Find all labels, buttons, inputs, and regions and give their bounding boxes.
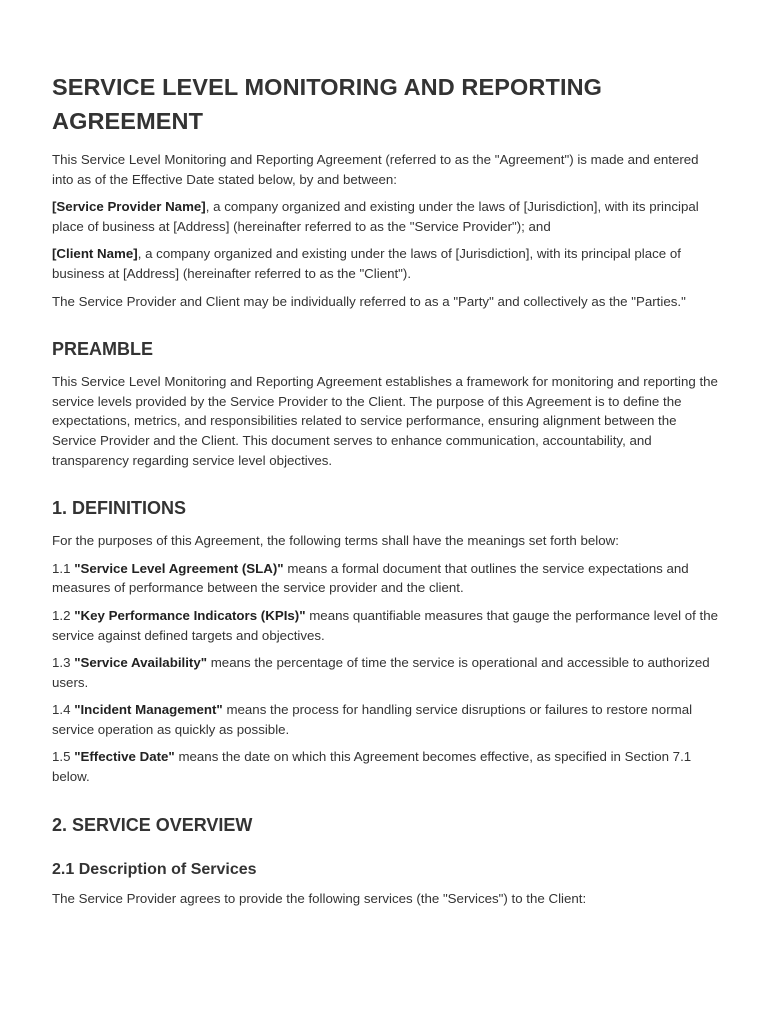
description-of-services-heading: 2.1 Description of Services [52,860,257,878]
client-paragraph [52,244,720,283]
definition-term: "Key Performance Indicators (KPIs)" [74,607,306,623]
definition-text: means the process for handling service disruptions or failures to restore normal service operation as quickly as possible. [52,702,693,737]
definition-item [52,747,720,786]
definition-number: 1.1 [52,560,75,576]
definition-item [52,653,720,692]
definition-text: means the date on which this Agreement becomes effective, as specified in Section 7.1 below. [52,749,692,785]
definition-text: means a formal document that outlines the service expectations and measures of performance between the service provider and the client. [52,560,689,596]
preamble-paragraph: This Service Level Monitoring and Reporting Agreement establishes a framework for monitoring and reporting the service levels provided by the Service Provider to the Client. The purpose of this Agreement is to define the expectations, metrics, and responsibilities related to service performance, ensuring alignment between the Service Provider and the Client. This document serves to enhance communication, accountability, and transparency regarding service level objectives. [52,374,718,468]
provider-name: [Service Provider Name] [52,199,206,215]
client-name: [Client Name] [52,246,138,262]
service-overview-heading: 2. SERVICE OVERVIEW [52,814,253,835]
definition-term: "Incident Management" [74,702,223,718]
definition-number: 1.3 [52,655,75,671]
definition-number: 1.5 [52,749,75,765]
provider-text: , a company organized and existing under the laws of [Jurisdiction], with its principal place of business at [Address] (hereinafter referred to as the "Service Provider"); and [52,199,699,234]
definition-term: "Service Availability" [74,655,208,671]
definition-item [52,700,720,739]
provider-paragraph [52,197,720,236]
definition-term: "Effective Date" [74,749,175,765]
services-paragraph: The Service Provider agrees to provide the following services (the "Services") to the Client: [52,890,587,906]
client-text: , a company organized and existing under the laws of [Jurisdiction], with its principal place of business at [Address] (hereinafter referred to as the "Client"). [52,246,681,281]
definitions-intro: For the purposes of this Agreement, the following terms shall have the meanings set forth below: [52,533,619,549]
definition-term: "Service Level Agreement (SLA)" [74,560,284,576]
preamble-heading: PREAMBLE [52,339,154,360]
definition-text: means quantifiable measures that gauge the performance level of the service against defined targets and objectives. [52,607,718,643]
definition-item [52,559,720,598]
parties-paragraph: The Service Provider and Client may be individually referred to as a "Party" and collectively as the "Parties." [52,293,686,309]
definition-item [52,606,720,645]
definitions-heading: 1. DEFINITIONS [52,498,187,519]
document-title: SERVICE LEVEL MONITORING AND REPORTING AGREEMENT [52,74,603,134]
definition-number: 1.4 [52,702,75,718]
intro-paragraph: This Service Level Monitoring and Reporting Agreement (referred to as the "Agreement") is made and entered into as of the Effective Date stated below, by and between: [52,152,699,187]
definition-text: means the percentage of time the service is operational and accessible to authorized users. [52,655,710,690]
definition-number: 1.2 [52,607,75,623]
